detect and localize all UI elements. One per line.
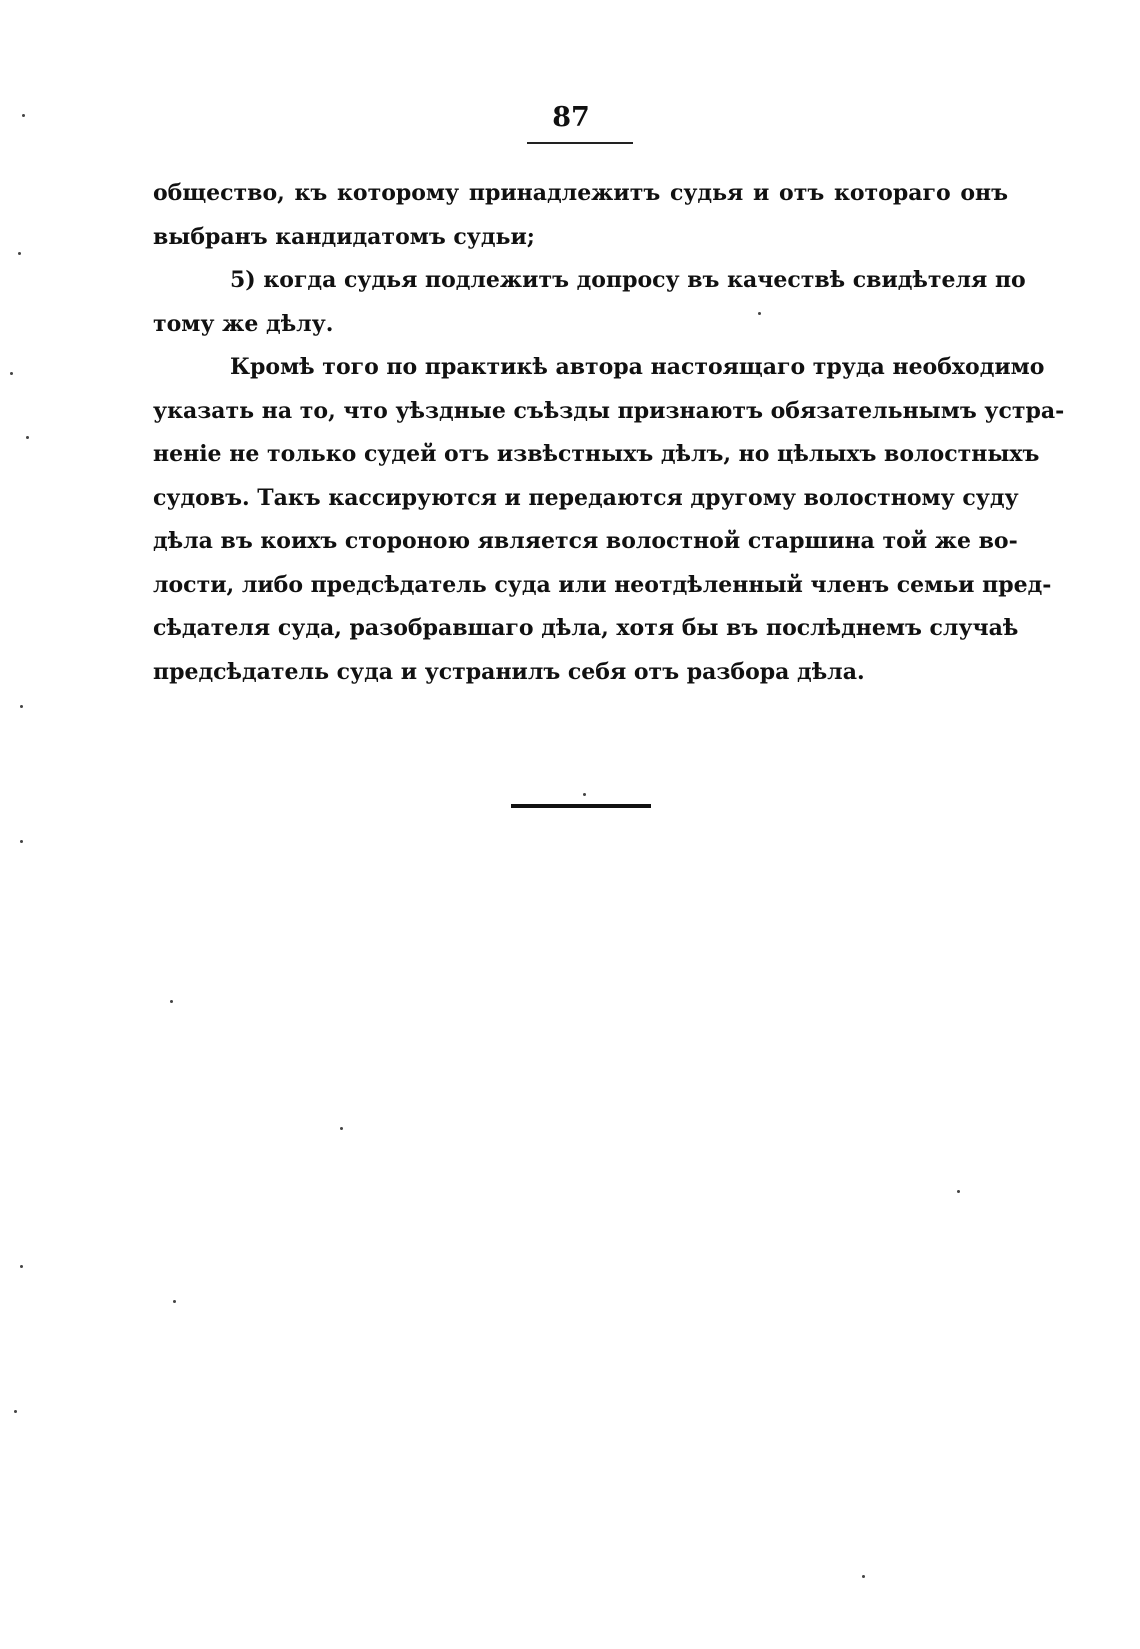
text-line: указать на то, что уѣздные съѣзды признаютъ обязательнымъ устра- — [153, 397, 1065, 424]
text-line: тому же дѣлу. — [153, 310, 334, 337]
body-text — [153, 172, 1065, 694]
scan-speck — [14, 1410, 17, 1413]
scan-speck — [758, 312, 761, 315]
scan-speck — [22, 114, 25, 117]
text-line: предсѣдатель суда и устранилъ себя отъ разбора дѣла. — [153, 658, 865, 685]
text-line: Кромѣ того по практикѣ автора настоящаго труда необходимо — [230, 354, 1045, 380]
page-number: 87 — [552, 102, 590, 133]
text-line: неніе не только судей отъ извѣстныхъ дѣлъ, но цѣлыхъ волостныхъ — [153, 441, 1040, 467]
text-line: выбранъ кандидатомъ судьи; — [153, 223, 535, 250]
text-line: лости, либо предсѣдатель суда или неотдѣленный членъ семьи пред- — [153, 571, 1052, 598]
text-line: судовъ. Такъ кассируются и передаются другому волостному суду — [153, 484, 1019, 511]
scan-speck — [173, 1300, 176, 1303]
scan-speck — [340, 1127, 343, 1130]
text-line: сѣдателя суда, разобравшаго дѣла, хотя бы въ послѣднемъ случаѣ — [153, 615, 1019, 641]
scan-speck — [20, 840, 23, 843]
scan-speck — [583, 793, 586, 796]
scan-speck — [20, 705, 23, 708]
scan-speck — [957, 1190, 960, 1193]
scan-speck — [26, 436, 29, 439]
scan-speck — [862, 1575, 865, 1578]
scan-speck — [170, 1000, 173, 1003]
text-line: дѣла въ коихъ стороною является волостной старшина той же во- — [153, 528, 1018, 554]
page-number-underline — [527, 142, 633, 144]
text-line: 5) когда судья подлежитъ допросу въ качествѣ свидѣтеля по — [230, 267, 1026, 293]
scan-speck — [10, 372, 13, 375]
section-end-rule — [511, 804, 651, 808]
scan-speck — [20, 1265, 23, 1268]
scan-speck — [18, 252, 21, 255]
text-line: общество, къ которому принадлежитъ судья и отъ котораго онъ — [153, 180, 1008, 206]
